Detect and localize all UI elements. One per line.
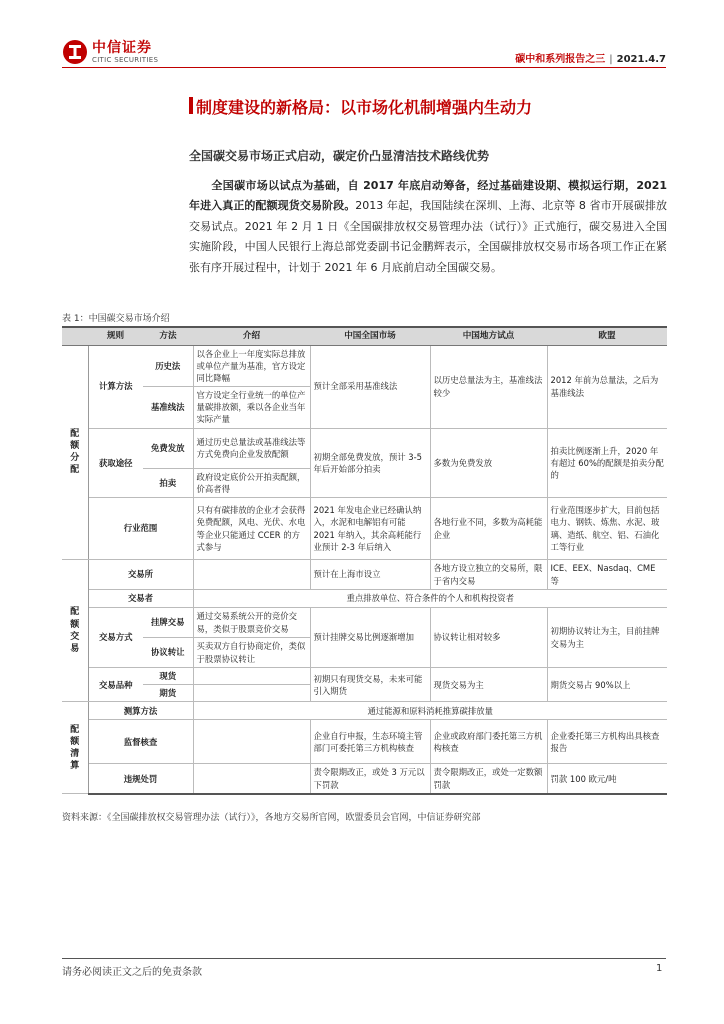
intro-cell: 官方设定全行业统一的单位产量碳排放额，乘以各企业当年实际产量 [193,387,310,429]
method-cell: 拍卖 [143,468,193,497]
header-local: 中国地方试点 [430,327,547,345]
national-cell: 预计在上海市设立 [310,560,430,590]
local-cell: 现货交易为主 [430,668,547,702]
header-eu: 欧盟 [547,327,667,345]
series-name: 碳中和系列报告之三 [515,54,606,65]
paragraph-bold-lead: 全国碳市场以试点为基础，自 2017 年底启动筹备，经过基础建设期、模拟运行期，2021 年进入真正的配额现货交易阶段。 [189,179,667,213]
eu-cell: 2012 年前为总量法，之后为基准线法 [547,345,667,428]
local-cell: 责令限期改正，或处一定数额罚款 [430,764,547,794]
eu-cell: 行业范围逐步扩大，目前包括电力、钢铁、炼焦、水泥、玻璃、造纸、航空、铝、石油化工等行业 [547,498,667,560]
method-cell: 协议转让 [143,638,193,668]
intro-cell [193,764,310,794]
table-row [62,345,667,387]
table-row [62,498,667,560]
method-cell: 现货 [143,668,193,685]
intro-cell [193,685,310,702]
body-paragraph [189,176,667,278]
table-header-row [62,327,667,345]
table-caption: 表 1：中国碳交易市场介绍 [62,314,170,324]
table-row [62,668,667,685]
national-cell: 初期全部免费发放，预计 3-5 年后开始部分拍卖 [310,428,430,497]
company-logo [62,38,158,66]
national-cell: 预计全部采用基准线法 [310,345,430,428]
method-cell: 历史法 [143,345,193,387]
section-subtitle: 全国碳交易市场正式启动，碳定价凸显清洁技术路线优势 [189,149,490,163]
national-cell: 预计挂牌交易比例逐渐增加 [310,608,430,668]
table-row [62,590,667,608]
header-method: 方法 [143,327,193,345]
table-row [62,764,667,794]
table-row [62,702,667,720]
eu-cell: ICE、EEX、Nasdaq、CME 等 [547,560,667,590]
intro-cell: 政府设定底价公开拍卖配额，价高者得 [193,468,310,497]
local-cell: 协议转让相对较多 [430,608,547,668]
header-intro: 介绍 [193,327,310,345]
header-rule: 规则 [88,327,143,345]
group-trading: 配 额 交 易 [62,560,88,702]
rule-cell: 监督核查 [88,720,193,764]
footer-divider [62,958,666,959]
header-blank [62,327,88,345]
method-cell: 挂牌交易 [143,608,193,638]
title-accent-bar [189,97,193,114]
rule-cell: 测算方法 [88,702,193,720]
rule-cell: 交易者 [88,590,193,608]
intro-cell: 通过交易系统公开的竞价交易，类似于股票竞价交易 [193,608,310,638]
national-cell: 初期只有现货交易，未来可能引入期货 [310,668,430,702]
eu-cell: 拍卖比例逐渐上升，2020 年有超过 60%的配额是拍卖分配的 [547,428,667,497]
rule-cell: 违规处罚 [88,764,193,794]
page-header [62,38,666,68]
eu-cell: 企业委托第三方机构出具核查报告 [547,720,667,764]
paragraph-text: 2013 年起，我国陆续在深圳、上海、北京等 8 省市开展碳排放交易试点。2021 年 2 月 1 日《全国碳排放权交易管理办法（试行）》正式施行，碳交易进入全国实施阶段，中国人民银行上海总部党委副书记金鹏辉表示，全国碳排放权交易市场各项工作正在紧张有序开展过程中，计划于 2021 年 6 月底前启动全国碳交易。 [189,199,668,274]
eu-cell: 期货交易占 90%以上 [547,668,667,702]
section-title: 制度建设的新格局：以市场化机制增强内生动力 [196,98,533,117]
local-cell: 以历史总量法为主，基准线法较少 [430,345,547,428]
intro-cell: 买卖双方自行协商定价，类似于股票协议转让 [193,638,310,668]
national-cell: 2021 年发电企业已经确认纳入，水泥和电解铝有可能 2021 年纳入，其余高耗能行业预计 2-3 年后纳入 [310,498,430,560]
local-cell: 企业或政府部门委托第三方机构核查 [430,720,547,764]
intro-cell [193,668,310,685]
rule-cell: 计算方法 [88,345,143,428]
method-cell: 基准线法 [143,387,193,429]
group-allocation: 配 额 分 配 [62,345,88,560]
header-national: 中国全国市场 [310,327,430,345]
eu-cell: 罚款 100 欧元/吨 [547,764,667,794]
rule-cell: 交易品种 [88,668,143,702]
rule-cell: 交易所 [88,560,193,590]
table-source: 资料来源：《全国碳排放权交易管理办法（试行）》，各地方交易所官网，欧盟委员会官网，中信证券研究部 [62,813,481,823]
local-cell: 各地行业不同，多数为高耗能企业 [430,498,547,560]
span-cell: 重点排放单位、符合条件的个人和机构投资者 [193,590,667,608]
table-row [62,608,667,638]
logo-chinese-name: 中信证券 [92,39,152,56]
intro-cell [193,560,310,590]
local-cell: 各地方设立独立的交易所，限于省内交易 [430,560,547,590]
span-cell: 通过能源和原料消耗推算碳排放量 [193,702,667,720]
intro-cell: 以各企业上一年度实际总排放或单位产量为基准，官方设定同比降幅 [193,345,310,387]
table-row [62,428,667,468]
method-cell: 期货 [143,685,193,702]
local-cell: 多数为免费发放 [430,428,547,497]
carbon-market-table [62,326,667,795]
national-cell: 企业自行申报，生态环境主管部门可委托第三方机构核查 [310,720,430,764]
report-date: 2021.4.7 [616,54,666,65]
method-cell: 免费发放 [143,428,193,468]
citic-logo-icon [62,39,88,65]
logo-english-name: CITIC SECURITIES [92,55,159,64]
report-series [515,50,666,65]
eu-cell: 初期协议转让为主，目前挂牌交易为主 [547,608,667,668]
page-number: 1 [656,963,663,974]
intro-cell: 只有有碳排放的企业才会获得免费配额，风电、光伏、水电等企业只能通过 CCER 的方式参与 [193,498,310,560]
rule-cell: 行业范围 [88,498,193,560]
national-cell: 责令限期改正，或处 3 万元以下罚款 [310,764,430,794]
intro-cell: 通过历史总量法或基准线法等方式免费向企业发放配额 [193,428,310,468]
intro-cell [193,720,310,764]
rule-cell: 获取途径 [88,428,143,497]
table-row [62,720,667,764]
header-separator: | [609,54,613,65]
table-row [62,560,667,590]
group-clearing: 配 额 清 算 [62,702,88,794]
footer-disclaimer: 请务必阅读正文之后的免责条款 [62,967,202,978]
rule-cell: 交易方式 [88,608,143,668]
